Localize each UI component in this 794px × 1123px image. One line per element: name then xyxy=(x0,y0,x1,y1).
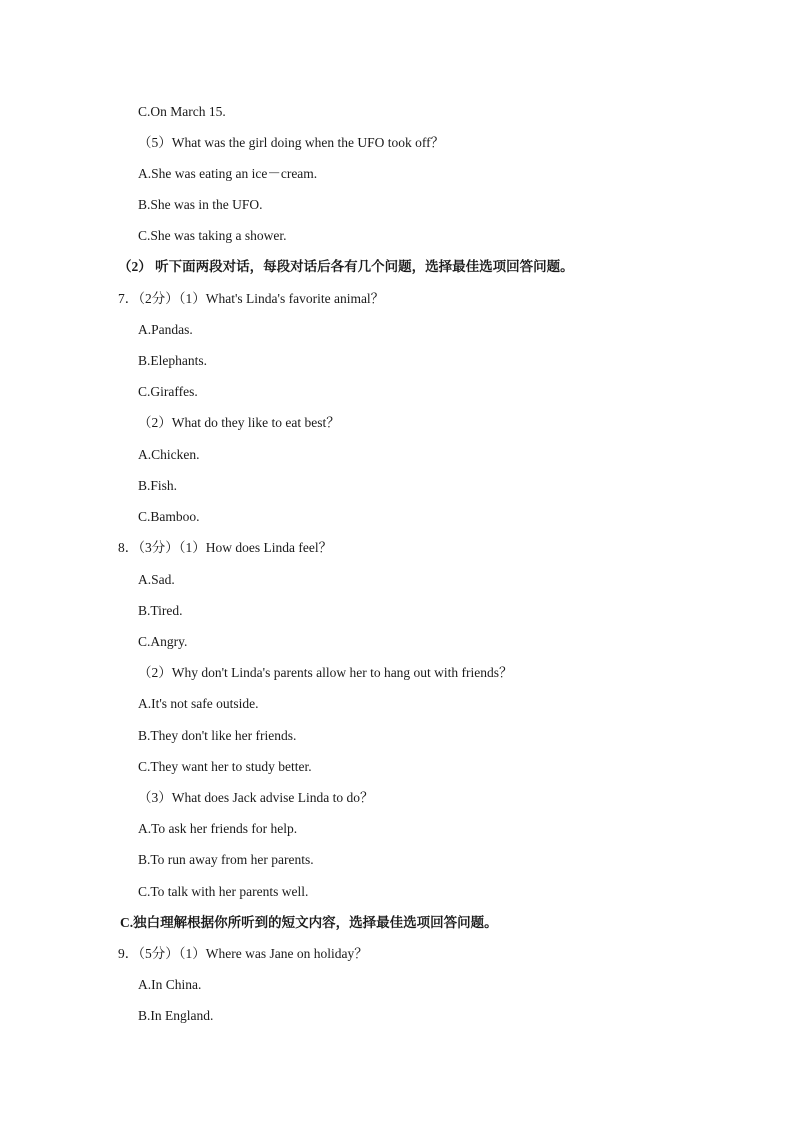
question-6-5-text: （5）What was the girl doing when the UFO took off？ xyxy=(138,135,445,150)
option-c-march-15: C.On March 15. xyxy=(138,104,226,119)
option-c: C.They want her to study better. xyxy=(138,759,312,774)
option-b: B.Tired. xyxy=(138,603,183,618)
option-a: A.To ask her friends for help. xyxy=(138,821,298,836)
question-7-header: 7．（2分）（1）What's Linda's favorite animal？ xyxy=(118,291,385,306)
option-a: A.In China. xyxy=(138,977,202,992)
option-c: C.She was taking a shower. xyxy=(138,228,287,243)
section-2-instructions: （2） 听下面两段对话，每段对话后各有几个问题，选择最佳选项回答问题。 xyxy=(118,259,574,274)
option-b: B.Elephants. xyxy=(138,353,207,368)
option-c: C.Bamboo. xyxy=(138,509,200,524)
option-a: A.It's not safe outside. xyxy=(138,696,259,711)
option-c: C.Angry. xyxy=(138,634,188,649)
option-b: B.She was in the UFO. xyxy=(138,197,263,212)
option-b: B.In England. xyxy=(138,1008,214,1023)
option-c: C.Giraffes. xyxy=(138,384,198,399)
option-a: A.She was eating an ice－cream. xyxy=(138,166,318,181)
section-c-instructions: C.独白理解根据你所听到的短文内容，选择最佳选项回答问题。 xyxy=(120,915,498,930)
question-9-header: 9．（5分）（1）Where was Jane on holiday？ xyxy=(118,946,368,961)
question-8-header: 8．（3分）（1）How does Linda feel？ xyxy=(118,540,333,555)
option-a: A.Pandas. xyxy=(138,322,193,337)
option-c: C.To talk with her parents well. xyxy=(138,884,309,899)
question-8-3-text: （3）What does Jack advise Linda to do？ xyxy=(138,790,374,805)
option-b: B.Fish. xyxy=(138,478,178,493)
option-b: B.To run away from her parents. xyxy=(138,852,314,867)
option-b: B.They don't like her friends. xyxy=(138,728,297,743)
option-a: A.Sad. xyxy=(138,572,175,587)
option-a: A.Chicken. xyxy=(138,447,200,462)
question-7-2-text: （2）What do they like to eat best？ xyxy=(138,415,340,430)
question-8-2-text: （2）Why don't Linda's parents allow her to hang out with friends？ xyxy=(138,665,513,680)
